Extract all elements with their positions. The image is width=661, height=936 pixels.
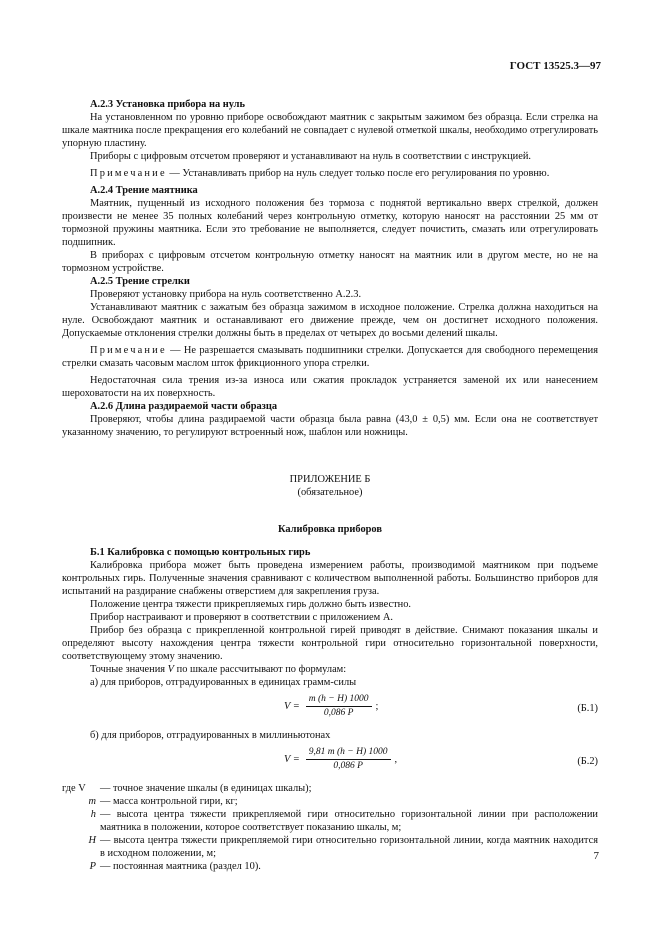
appendix-title: ПРИЛОЖЕНИЕ Б: [289, 474, 371, 485]
appendix-status: (обязательное): [297, 487, 363, 498]
definition-symbol: m: [88, 796, 96, 807]
paragraph: На установленном по уровню приборе освобождают маятник с закрытым зажимом без образца. Если стрелка на шкале маятника после прекращения его колебаний не совпадает с нулевой отметкой шкалы, необходимо отрегулировать упорную пластину.: [62, 112, 598, 149]
formula-b2: [62, 746, 598, 778]
formula-tail: ,: [394, 754, 398, 765]
formula-b1: [62, 693, 598, 725]
definition-text: — постоянная маятника (раздел 10).: [100, 861, 261, 872]
formula-denominator: 0,086 P: [323, 708, 354, 718]
definition-symbol: P: [89, 861, 96, 872]
paragraph: Прибор настраивают и проверяют в соответствии с приложением А.: [90, 612, 393, 623]
formula-expression: [284, 693, 378, 720]
formula-expression: [284, 746, 397, 773]
document-id: ГОСТ 13525.3—97: [509, 60, 601, 72]
definition-symbol: H: [88, 835, 96, 846]
formula-numerator: m (h − H) 1000: [306, 693, 372, 707]
formula-case-b: б) для приборов, отградуированных в миллиньютонах: [90, 730, 331, 741]
paragraph: Устанавливают маятник с зажатым без образца зажимом в исходное положение. Стрелка должна находиться на нуле. Освобождают маятник и останавливают его движение прежде, чем он достигнет исходного положения. Допускаемые отклонения стрелки должны быть в пределах от четырех до восьми делений шкалы.: [62, 302, 598, 339]
appendix-subtitle: Калибровка приборов: [278, 524, 382, 535]
fraction: [306, 693, 372, 720]
definition-item: [62, 860, 598, 873]
definition-item: [62, 782, 598, 795]
text-fragment: Точные значения: [90, 664, 168, 675]
formula-lhs: V =: [284, 754, 300, 765]
formula-numerator: 9,81 m (h − H) 1000: [306, 746, 391, 760]
paragraph: Калибровка прибора может быть проведена измерением работы, производимой маятником при подъеме контрольных гирь. Полученные значения сравнивают с количеством выполненной работы. Большинство приборов для испытаний на раздирание снабжены отверстием для закрепления груза.: [62, 560, 598, 597]
definition-text: — высота центра тяжести прикрепляемой гири относительно горизонтальной линии при расположении маятника в положении, которое соответствует показанию шкалы, м;: [100, 809, 598, 833]
definition-text: — масса контрольной гири, кг;: [100, 796, 238, 807]
note-text: — Не разрешается смазывать подшипники стрелки. Допускается для свободного перемещения стрелки смазать часовым маслом шток фрикционного упора стрелки.: [62, 345, 598, 369]
paragraph: В приборах с цифровым отсчетом контрольную отметку наносят на маятник или в другом месте, но не на тормозном устройстве.: [62, 250, 598, 274]
section-heading-a23: А.2.3 Установка прибора на нуль: [90, 99, 245, 110]
page-number: 7: [593, 850, 599, 862]
paragraph: Прибор без образца с прикрепленной контрольной гирей приводят в действие. Снимают показания шкалы и определяют высоту нахождения центра тяжести контрольной гири относительно горизонтальной поверхности, соответствующему этому значению.: [62, 625, 598, 662]
definition-symbol: где V: [62, 783, 86, 794]
text-fragment: по шкале рассчитывают по формулам:: [174, 664, 347, 675]
equation-number: (Б.1): [577, 703, 598, 714]
page-content: [62, 98, 598, 873]
paragraph: Недостаточная сила трения из-за износа или сжатия прокладок устраняется заменой их или нанесением шероховатости на их поверхность.: [62, 375, 598, 399]
formula-case-a: а) для приборов, отградуированных в единицах грамм-силы: [90, 677, 357, 688]
definition-item: [62, 795, 598, 808]
variable-definitions: [62, 782, 598, 873]
variable-v: V: [167, 664, 175, 675]
section-heading-a24: А.2.4 Трение маятника: [90, 185, 198, 196]
definition-text: — точное значение шкалы (в единицах шкалы);: [100, 783, 312, 794]
note-label: Примечание: [90, 345, 167, 356]
definition-item: [62, 834, 598, 860]
paragraph: Положение центра тяжести прикрепляемых гирь должно быть известно.: [90, 599, 411, 610]
equation-number: (Б.2): [577, 756, 598, 767]
section-heading-b1: Б.1 Калибровка с помощью контрольных гирь: [90, 547, 311, 558]
formula-lhs: V =: [284, 701, 300, 712]
definition-text: — высота центра тяжести прикрепляемой гири относительно горизонтальной линии, когда маятник находится в исходном положении, м;: [100, 835, 598, 859]
formula-tail: ;: [375, 701, 379, 712]
note: [62, 167, 598, 180]
paragraph: Проверяют установку прибора на нуль соответственно А.2.3.: [90, 289, 362, 300]
formula-denominator: 0,086 P: [333, 761, 363, 771]
section-heading-a26: А.2.6 Длина раздираемой части образца: [90, 401, 278, 412]
fraction: [306, 746, 391, 773]
paragraph: Маятник, пущенный из исходного положения без тормоза с поднятой вертикально вверх стрелкой, должен произвести не менее 35 полных колебаний через контрольную отметку, которую наносят на расстоянии 25 мм от тормозной пружины маятника. Если это требование не выполняется, следует почистить, смазать или отрегулировать подшипник.: [62, 198, 598, 248]
paragraph: Проверяют, чтобы длина раздираемой части образца была равна (43,0 ± 0,5) мм. Если она не соответствует указанному значению, то регулируют встроенный нож, шаблон или ножницы.: [62, 414, 598, 438]
paragraph: Приборы с цифровым отсчетом проверяют и устанавливают на нуль в соответствии с инструкцией.: [90, 151, 532, 162]
note: [62, 344, 598, 370]
definition-symbol: h: [90, 809, 96, 820]
note-text: — Устанавливать прибор на нуль следует только после его регулирования по уровню.: [166, 168, 550, 179]
paragraph: [62, 663, 598, 676]
section-heading-a25: А.2.5 Трение стрелки: [90, 276, 190, 287]
note-label: Примечание: [90, 168, 167, 179]
definition-item: [62, 808, 598, 834]
